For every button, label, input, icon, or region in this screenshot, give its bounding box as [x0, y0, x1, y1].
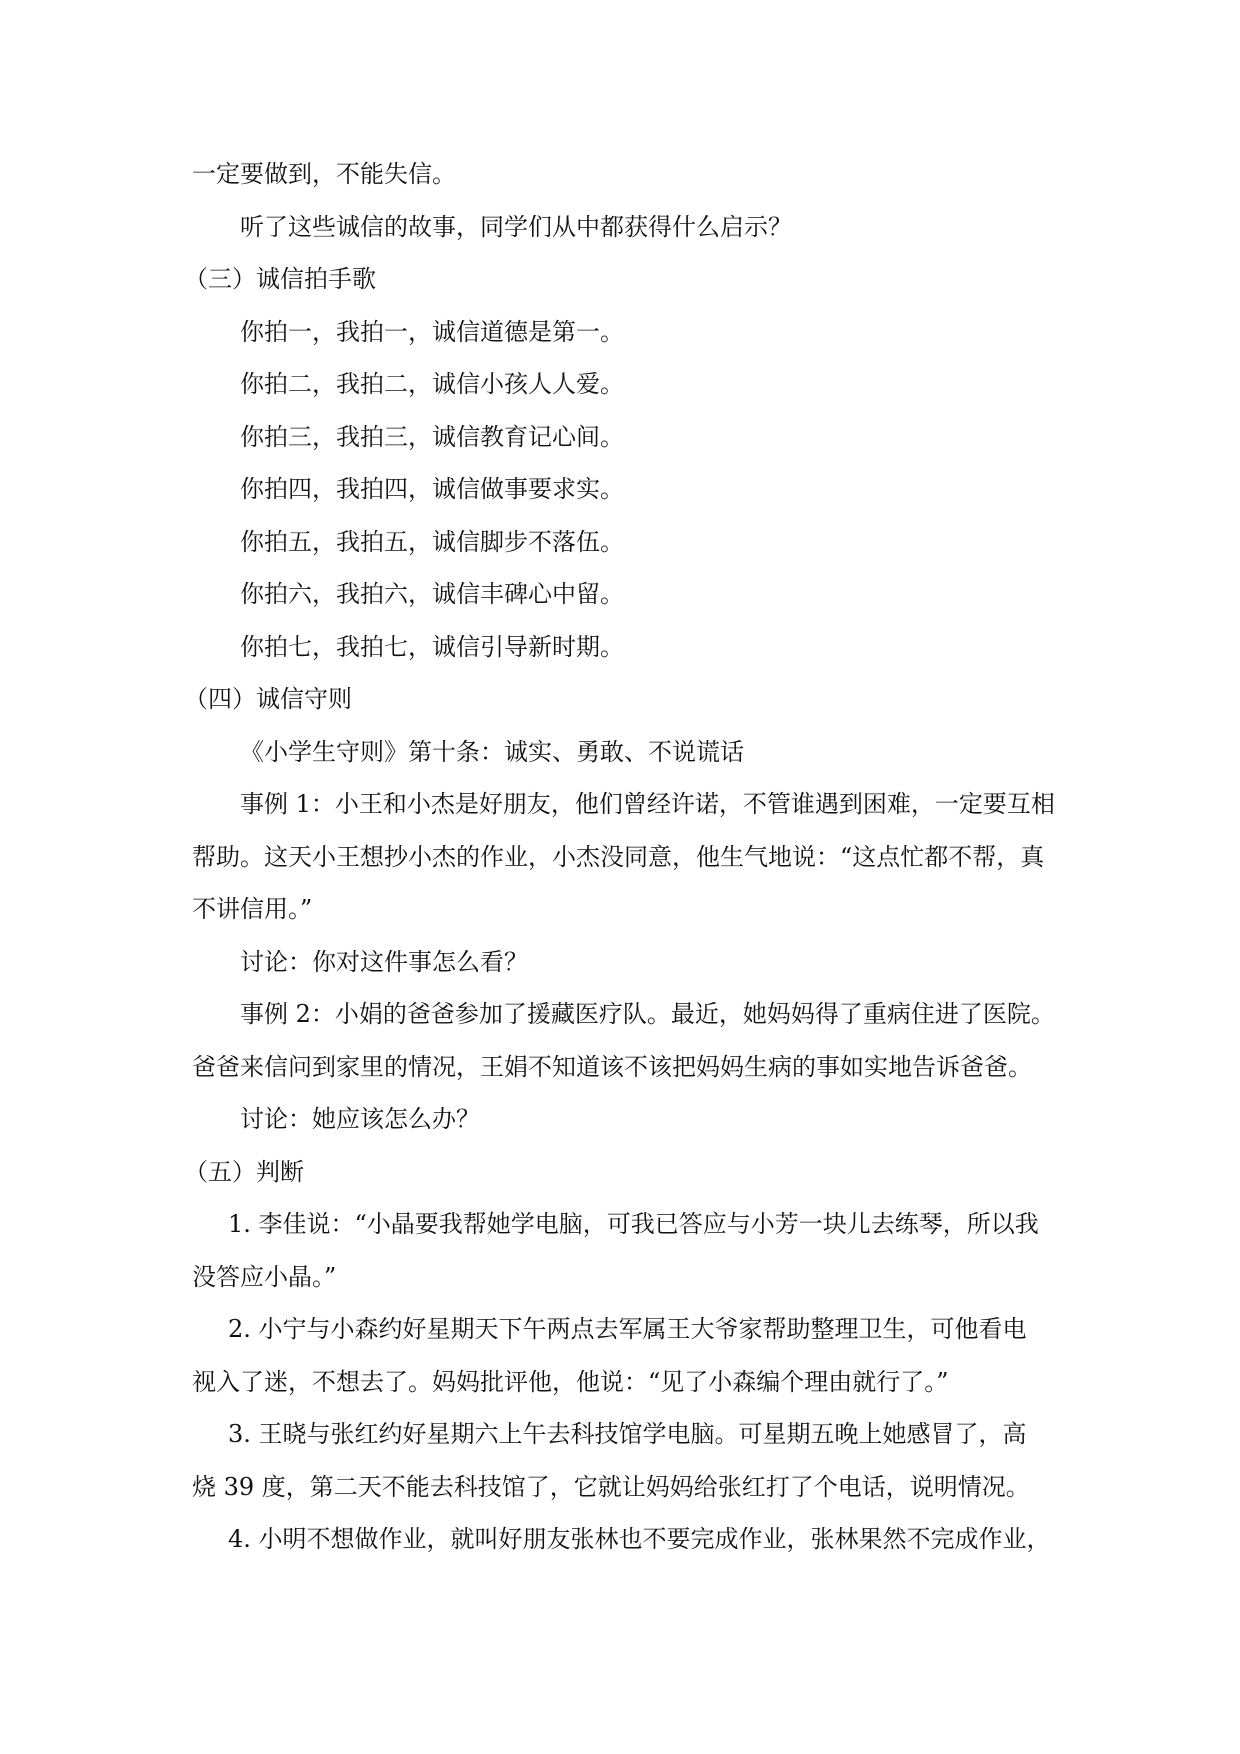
text-line: 爸爸来信问到家里的情况，王娟不知道该不该把妈妈生病的事如实地告诉爸爸。	[192, 1052, 1032, 1081]
text-line: 事例 2：小娟的爸爸参加了援藏医疗队。最近，她妈妈得了重病住进了医院。	[240, 1000, 1055, 1028]
section-heading: （三）诚信拍手歌	[184, 265, 376, 293]
text-line: 你拍六，我拍六，诚信丰碑心中留。	[240, 580, 624, 608]
list-item: 3. 王晓与张红约好星期六上午去科技馆学电脑。可星期五晚上她感冒了，高	[228, 1420, 1027, 1448]
text-line: 不讲信用。”	[192, 895, 313, 923]
text-line: 你拍五，我拍五，诚信脚步不落伍。	[240, 527, 624, 556]
text-line: 你拍七，我拍七，诚信引导新时期。	[240, 632, 624, 661]
list-item: 4. 小明不想做作业，就叫好朋友张林也不要完成作业，张林果然不完成作业，	[228, 1525, 1051, 1553]
text-line: 没答应小晶。”	[192, 1262, 337, 1291]
text-line: 帮助。这天小王想抄小杰的作业，小杰没同意，他生气地说：“这点忙都不帮，真	[192, 842, 1045, 871]
text-line: 你拍一，我拍一，诚信道德是第一。	[240, 317, 624, 346]
text-line: 讨论：你对这件事怎么看？	[240, 947, 528, 976]
text-line: 你拍四，我拍四，诚信做事要求实。	[240, 475, 624, 503]
text-line: 讨论：她应该怎么办？	[240, 1105, 480, 1133]
list-item: 1. 李佳说：“小晶要我帮她学电脑，可我已答应与小芳一块儿去练琴，所以我	[228, 1210, 1039, 1238]
text-line: 你拍二，我拍二，诚信小孩人人爱。	[240, 370, 624, 398]
section-heading: （四）诚信守则	[184, 685, 352, 713]
text-line: 《小学生守则》第十条：诚实、勇敢、不说谎话	[240, 737, 744, 766]
text-line: 你拍三，我拍三，诚信教育记心间。	[240, 422, 624, 451]
text-line: 烧 39 度，第二天不能去科技馆了，它就让妈妈给张红打了个电话，说明情况。	[192, 1472, 1030, 1501]
text-line: 听了这些诚信的故事，同学们从中都获得什么启示？	[240, 212, 792, 241]
list-item: 2. 小宁与小森约好星期天下午两点去军属王大爷家帮助整理卫生，可他看电	[228, 1315, 1027, 1343]
section-heading: （五）判断	[184, 1157, 304, 1186]
text-line: 视入了迷，不想去了。妈妈批评他，他说：“见了小森编个理由就行了。”	[192, 1367, 949, 1396]
document-page	[184, 148, 1058, 1566]
text-line: 事例 1：小王和小杰是好朋友，他们曾经许诺，不管谁遇到困难，一定要互相	[240, 790, 1055, 818]
text-line: 一定要做到，不能失信。	[192, 160, 456, 188]
